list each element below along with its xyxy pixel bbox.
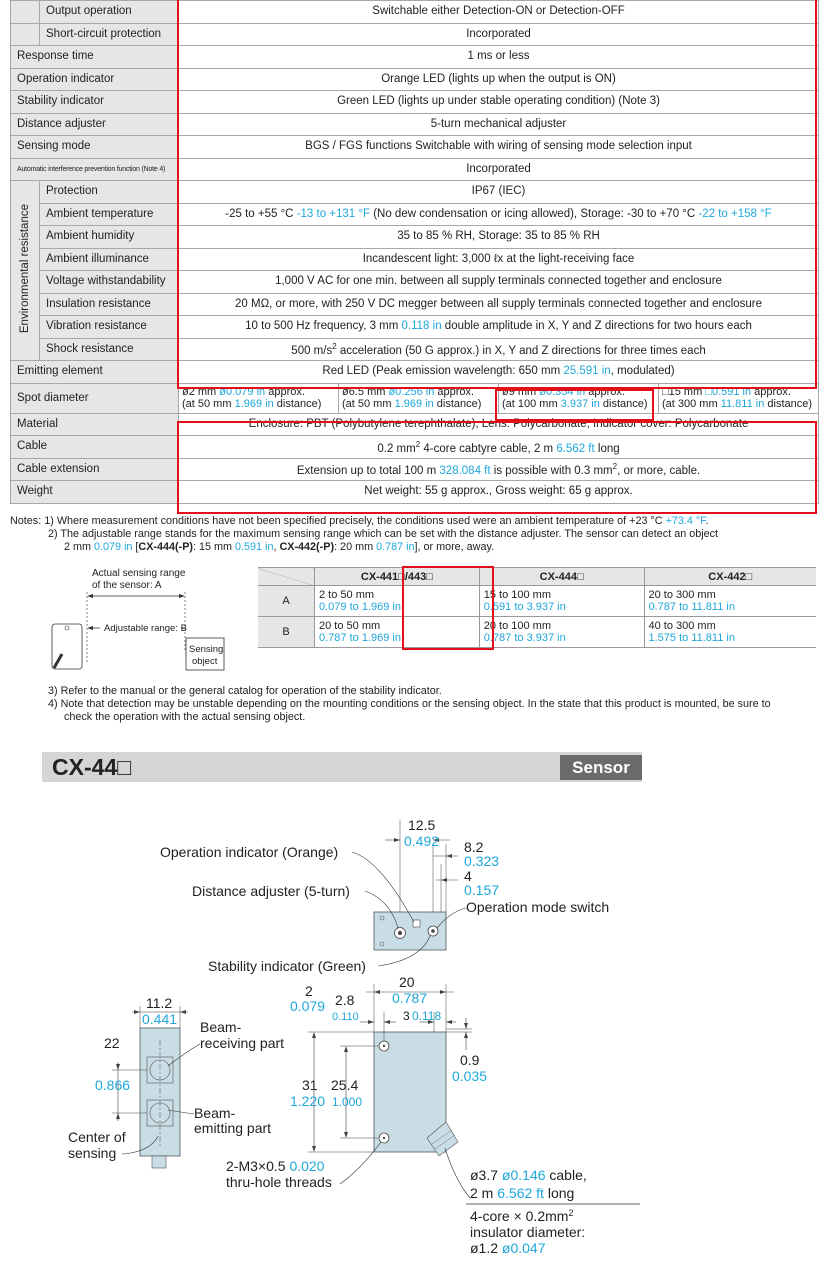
spec-label: Output operation: [40, 1, 179, 24]
spec-row-protection: [11, 181, 819, 204]
spec-label: Cable: [11, 436, 179, 459]
label-m3-threads: thru-hole threads: [226, 1174, 332, 1190]
spec-label: Shock resistance: [40, 338, 179, 361]
label-cable: ø3.7 ø0.146 cable,: [470, 1167, 587, 1183]
range-cell: 20 to 100 mm 0.787 to 3.937 in: [479, 617, 644, 648]
spec-row-operation-indicator: [11, 68, 819, 91]
dimension-drawing: [0, 800, 830, 1269]
label-beam-emitting: Beam-: [194, 1105, 236, 1121]
spec-row-ambient-humidity: [11, 226, 819, 249]
dim-1-220: 1.220: [290, 1093, 326, 1109]
spec-value: Red LED (Peak emission wavelength: 650 mm 25.591 in, modulated): [179, 361, 819, 384]
dim-2: 2: [305, 983, 313, 999]
dim-0-118: 0.118: [412, 1009, 442, 1023]
dim-4: 4: [464, 868, 472, 884]
note-4: 4) Note that detection may be unstable depending on the mounting conditions or the sensing object. In the state that this product is mounted, be sure to check the operation with the actual sensing object.: [48, 698, 771, 723]
dim-3: 3: [403, 1009, 410, 1023]
label-stability-indicator: Stability indicator (Green): [208, 958, 366, 974]
dim-0-079: 0.079: [290, 998, 326, 1014]
actual-range-label: Actual sensing range: [92, 568, 186, 579]
range-cell: 15 to 100 mm 0.591 to 3.937 in: [479, 586, 644, 617]
dim-11-2: 11.2: [146, 995, 173, 1011]
spec-label: Material: [11, 413, 179, 436]
spec-row-output-operation: [11, 1, 819, 24]
spec-value: Switchable either Detection-ON or Detection-OFF: [179, 1, 819, 24]
range-cell: 20 to 50 mm 0.787 to 1.969 in: [315, 617, 480, 648]
front-view: [308, 984, 472, 1156]
sensing-object-label: object: [192, 656, 218, 667]
note-1: Notes: 1) Where measurement conditions have not been specified precisely, the conditions used were an ambient temperature of +23 °C +73.4 °F.: [10, 515, 709, 527]
dim-0-9: 0.9: [460, 1052, 480, 1068]
spec-row-cable-extension: [11, 458, 819, 481]
spec-row-short-circuit: [11, 23, 819, 46]
dim-31: 31: [302, 1077, 318, 1093]
label-beam-receiving: receiving part: [200, 1035, 285, 1051]
spec-label: Voltage withstandability: [40, 271, 179, 294]
spec-value: Orange LED (lights up when the output is ON): [179, 68, 819, 91]
spec-label: Protection: [40, 181, 179, 204]
label-cable: 2 m 6.562 ft long: [470, 1185, 575, 1201]
spec-label: Vibration resistance: [40, 316, 179, 339]
dim-22: 22: [104, 1035, 120, 1051]
label-beam-receiving: Beam-: [200, 1019, 242, 1035]
range-cell: 20 to 300 mm 0.787 to 11.811 in: [644, 586, 816, 617]
spec-value: IP67 (IEC): [179, 181, 819, 204]
label-beam-emitting: emitting part: [194, 1120, 272, 1136]
spec-value: 35 to 85 % RH, Storage: 35 to 85 % RH: [179, 226, 819, 249]
spec-label: Stability indicator: [11, 91, 179, 114]
spec-row-distance-adjuster: [11, 113, 819, 136]
dim-0-110: 0.110: [332, 1011, 359, 1023]
spec-label: Response time: [11, 46, 179, 69]
dim-8-2: 8.2: [464, 839, 484, 855]
spec-value: Net weight: 55 g approx., Gross weight: 65 g approx.: [179, 481, 819, 504]
spec-label: Operation indicator: [11, 68, 179, 91]
spec-label: Automatic interference prevention function (Note 4): [11, 158, 179, 181]
dim-0-787: 0.787: [392, 990, 428, 1006]
spec-row-insulation: [11, 293, 819, 316]
label-distance-adjuster: Distance adjuster (5-turn): [192, 883, 350, 899]
note-2: 2) The adjustable range stands for the maximum sensing range which can be set with the distance adjuster. The sensor can detect an object 2 mm 0.079 in [CX-444(-P): 15 mm 0.591 in, CX-442(-P): 20 mm 0.787 in], or more, away.: [48, 528, 719, 553]
spec-row-ambient-temperature: [11, 203, 819, 226]
spec-value: Green LED (lights up under stable operating condition) (Note 3): [179, 91, 819, 114]
spot-cell: ø2 mm ø0.079 in approx. (at 50 mm 1.969 in distance): [179, 383, 339, 413]
spec-value: Enclosure: PBT (Polybutylene terephthalate), Lens: Polycarbonate, Indicator cover: Polycarbonate: [179, 413, 819, 436]
spec-row-shock: [11, 338, 819, 361]
label-operation-indicator: Operation indicator (Orange): [160, 844, 339, 860]
dim-0-441: 0.441: [142, 1011, 178, 1027]
spec-value: 5-turn mechanical adjuster: [179, 113, 819, 136]
section-badge: Sensor: [560, 755, 642, 780]
spec-value: 1,000 V AC for one min. between all supply terminals connected together and enclosure: [179, 271, 819, 294]
spec-label: Sensing mode: [11, 136, 179, 159]
sensing-object-label: Sensing: [189, 644, 224, 655]
label-core: ø1.2 ø0.047: [470, 1240, 546, 1256]
range-cell: 2 to 50 mm 0.079 to 1.969 in: [315, 586, 480, 617]
spec-value: Incorporated: [179, 158, 819, 181]
spec-label: Short-circuit protection: [40, 23, 179, 46]
label-center-of-sensing: sensing: [68, 1145, 117, 1161]
dim-0-866: 0.866: [95, 1077, 131, 1093]
dim-0-035: 0.035: [452, 1068, 488, 1084]
label-operation-mode-switch: Operation mode switch: [466, 899, 610, 915]
spec-label: Weight: [11, 481, 179, 504]
dim-12-5: 12.5: [408, 817, 436, 833]
spec-label: Ambient humidity: [40, 226, 179, 249]
spec-label: Emitting element: [11, 361, 179, 384]
label-center-of-sensing: Center of: [68, 1129, 126, 1145]
env-group-label: Environmental resistance: [11, 181, 40, 361]
spec-row-sensing-mode: [11, 136, 819, 159]
spec-value: 20 MΩ, or more, with 250 V DC megger between all supply terminals connected together and enclosure: [179, 293, 819, 316]
spec-value: 1 ms or less: [179, 46, 819, 69]
dim-20: 20: [399, 974, 415, 990]
dim-0-157: 0.157: [464, 882, 500, 898]
spec-value: 10 to 500 Hz frequency, 3 mm 0.118 in double amplitude in X, Y and Z directions for two hours each: [179, 316, 819, 339]
range-cell: 40 to 300 mm 1.575 to 11.811 in: [644, 617, 816, 648]
spec-value: Extension up to total 100 m 328.084 ft is possible with 0.3 $mm^2$, or more, cable.: [179, 458, 819, 481]
range-col-header: CX-442□: [644, 568, 816, 586]
spec-row-voltage: [11, 271, 819, 294]
range-diagram: [30, 562, 230, 682]
spec-value: BGS / FGS functions Switchable with wiring of sensing mode selection input: [179, 136, 819, 159]
spec-label: Insulation resistance: [40, 293, 179, 316]
range-table: [258, 567, 816, 648]
spec-table: [10, 0, 819, 504]
range-row-a: A 2 to 50 mm 0.079 to 1.969 in 15 to 100 mm 0.591 to 3.937 in 20 to 300 mm 0.787 to 11.811 in: [258, 586, 816, 617]
spec-label: Distance adjuster: [11, 113, 179, 136]
label-core: 4-core × $0.2mm^2$: [470, 1208, 574, 1224]
section-band: [42, 752, 642, 782]
label-m3-threads: 2-M3×0.5 0.020: [226, 1158, 325, 1174]
spec-value: 500 $m/s^2$ acceleration (50 G approx.) in X, Y and Z directions for three times each: [179, 338, 819, 361]
spec-row-cable: [11, 436, 819, 459]
spot-cell: ø6.5 mm ø0.256 in approx. (at 50 mm 1.969 in distance): [339, 383, 499, 413]
note-3: 3) Refer to the manual or the general catalog for operation of the stability indicator.: [48, 685, 442, 697]
spec-row-interference: [11, 158, 819, 181]
dim-0-492: 0.492: [404, 833, 440, 849]
spec-label: Spot diameter: [11, 383, 179, 413]
actual-range-label: of the sensor: A: [92, 580, 162, 591]
spec-value: Incorporated: [179, 23, 819, 46]
dim-1-000: 1.000: [332, 1095, 363, 1109]
spec-row-spot: [11, 383, 819, 413]
spec-row-emitting: [11, 361, 819, 384]
dim-25-4: 25.4: [331, 1077, 359, 1093]
spot-cell: □15 mm □0.591 in approx. (at 300 mm 11.811 in distance): [659, 383, 819, 413]
spec-row-ambient-illuminance: [11, 248, 819, 271]
label-core: insulator diameter:: [470, 1224, 586, 1240]
spec-label: Ambient illuminance: [40, 248, 179, 271]
spec-value: 0.2 $mm^2$ 4-core cabtyre cable, 2 m 6.562 ft long: [179, 436, 819, 459]
spec-row-vibration: [11, 316, 819, 339]
range-table-header: [258, 568, 816, 586]
dim-0-323: 0.323: [464, 853, 500, 869]
spec-row-stability-indicator: [11, 91, 819, 114]
section-title: CX-44□: [52, 754, 132, 780]
spec-row-response-time: [11, 46, 819, 69]
spec-label: Cable extension: [11, 458, 179, 481]
spec-row-weight: [11, 481, 819, 504]
spec-row-material: [11, 413, 819, 436]
spec-value: -25 to +55 °C -13 to +131 °F (No dew condensation or icing allowed), Storage: -30 to +70 °C -22 to +158 °F: [179, 203, 819, 226]
spec-label: Ambient temperature: [40, 203, 179, 226]
range-col-header: CX-441□/443□: [315, 568, 480, 586]
range-col-header: CX-444□: [479, 568, 644, 586]
range-row-b: B 20 to 50 mm 0.787 to 1.969 in 20 to 100 mm 0.787 to 3.937 in 40 to 300 mm 1.575 to 11.811 in: [258, 617, 816, 648]
adjustable-range-label: Adjustable range: B: [104, 623, 187, 634]
dim-2-8: 2.8: [335, 992, 355, 1008]
spec-value: Incandescent light: 3,000 ℓx at the light-receiving face: [179, 248, 819, 271]
spot-cell: ø9 mm ø0.354 in approx. (at 100 mm 3.937 in distance): [499, 383, 659, 413]
